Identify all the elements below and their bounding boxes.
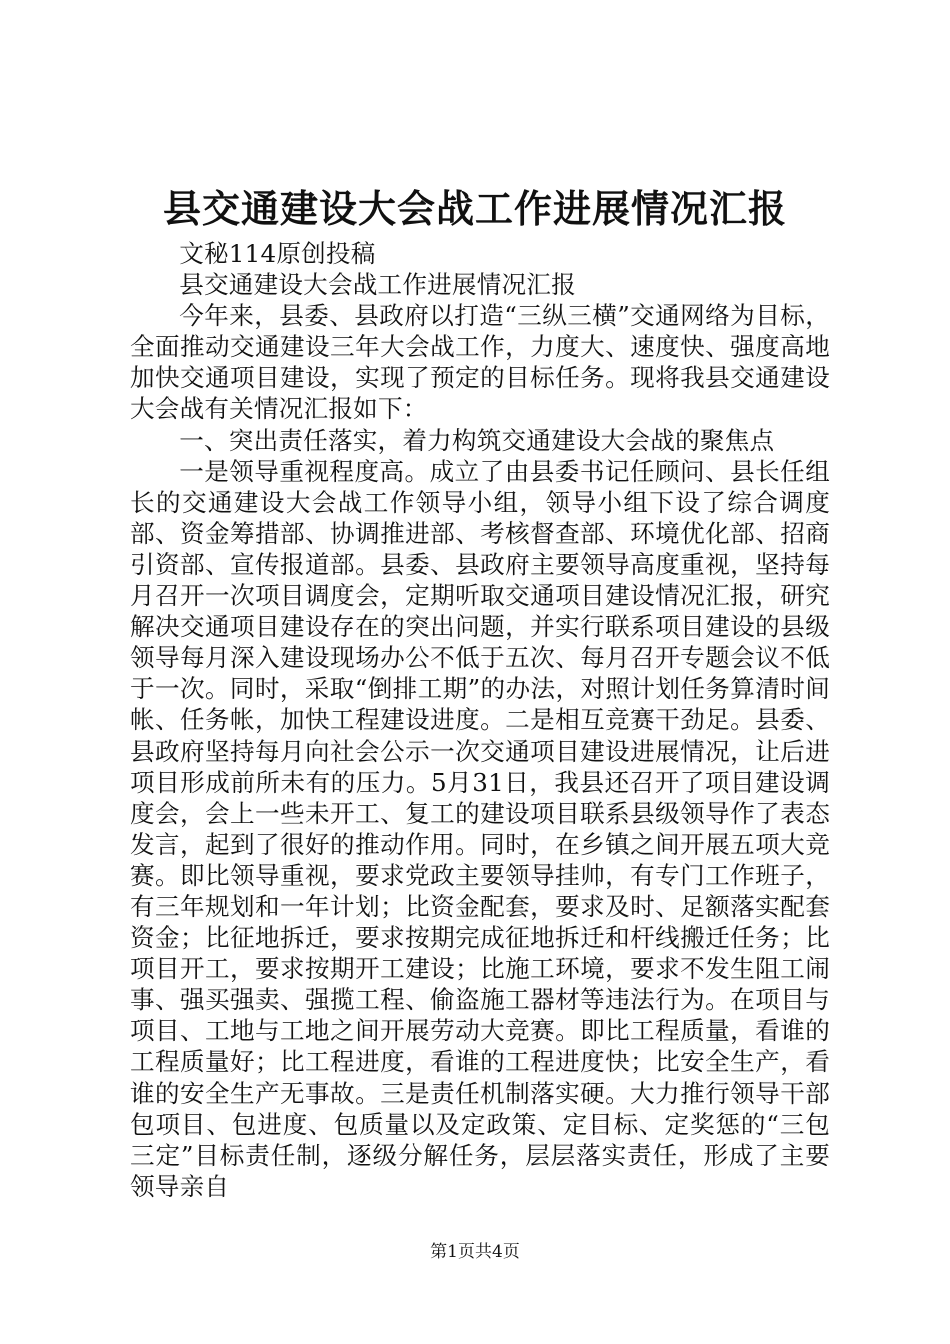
page-footer xyxy=(0,1240,950,1264)
page-total: 共4页 xyxy=(475,1242,520,1262)
document-title: 县交通建设大会战工作进展情况汇报 xyxy=(162,186,787,231)
section-heading: 一、突出责任落实，着力构筑交通建设大会战的聚焦点 xyxy=(179,425,775,455)
source-line: 文秘114原创投稿 xyxy=(179,239,376,268)
page-number: 第1页 xyxy=(430,1242,475,1262)
body-paragraph: 一是领导重视程度高。成立了由县委书记任顾问、县长任组长的交通建设大会战工作领导小组，领导小组下设了综合调度部、资金筹措部、协调推进部、考核督查部、环境优化部、招商引资部、宣传报道部。县委、县政府主要领导高度重视，坚持每月召开一次项目调度会，定期听取交通项目建设情况汇报，研究解决交通项目建设存在的突出问题，并实行联系项目建设的县级领导每月深入建设现场办公不低于五次、每月召开专题会议不低于一次。同时，采取“倒排工期”的办法，对照计划任务算清时间帐、任务帐，加快工程建设进度。二是相互竞赛干劲足。县委、县政府坚持每月向社会公示一次交通项目建设进展情况，让后进项目形成前所未有的压力。5月31日，我县还召开了项目建设调度会，会上一些未开工、复工的建设项目联系县级领导作了表态发言，起到了很好的推动作用。同时，在乡镇之间开展五项大竞赛。即比领导重视，要求党政主要领导挂帅，有专门工作班子，有三年规划和一年计划；比资金配套，要求及时、足额落实配套资金；比征地拆迁，要求按期完成征地拆迁和杆线搬迁任务；比项目开工，要求按期开工建设；比施工环境，要求不发生阻工闹事、强买强卖、强揽工程、偷盗施工器材等违法行为。在项目与项目、工地与工地之间开展劳动大竞赛。即比工程质量，看谁的工程质量好；比工程进度，看谁的工程进度快；比安全生产，看谁的安全生产无事故。三是责任机制落实硬。大力推行领导干部包项目、包进度、包质量以及定政策、定目标、定奖惩的“三包三定”目标责任制，逐级分解任务，层层落实责任，形成了主要领导亲自 xyxy=(130,456,830,1201)
document-body xyxy=(130,238,830,1202)
subtitle-line: 县交通建设大会战工作进展情况汇报 xyxy=(179,270,576,300)
intro-paragraph: 今年来，县委、县政府以打造“三纵三横”交通网络为目标，全面推动交通建设三年大会战工作，力度大、速度快、强度高地加快交通项目建设，实现了预定的目标任务。现将我县交通建设大会战有关情况汇报如下： xyxy=(130,301,830,424)
